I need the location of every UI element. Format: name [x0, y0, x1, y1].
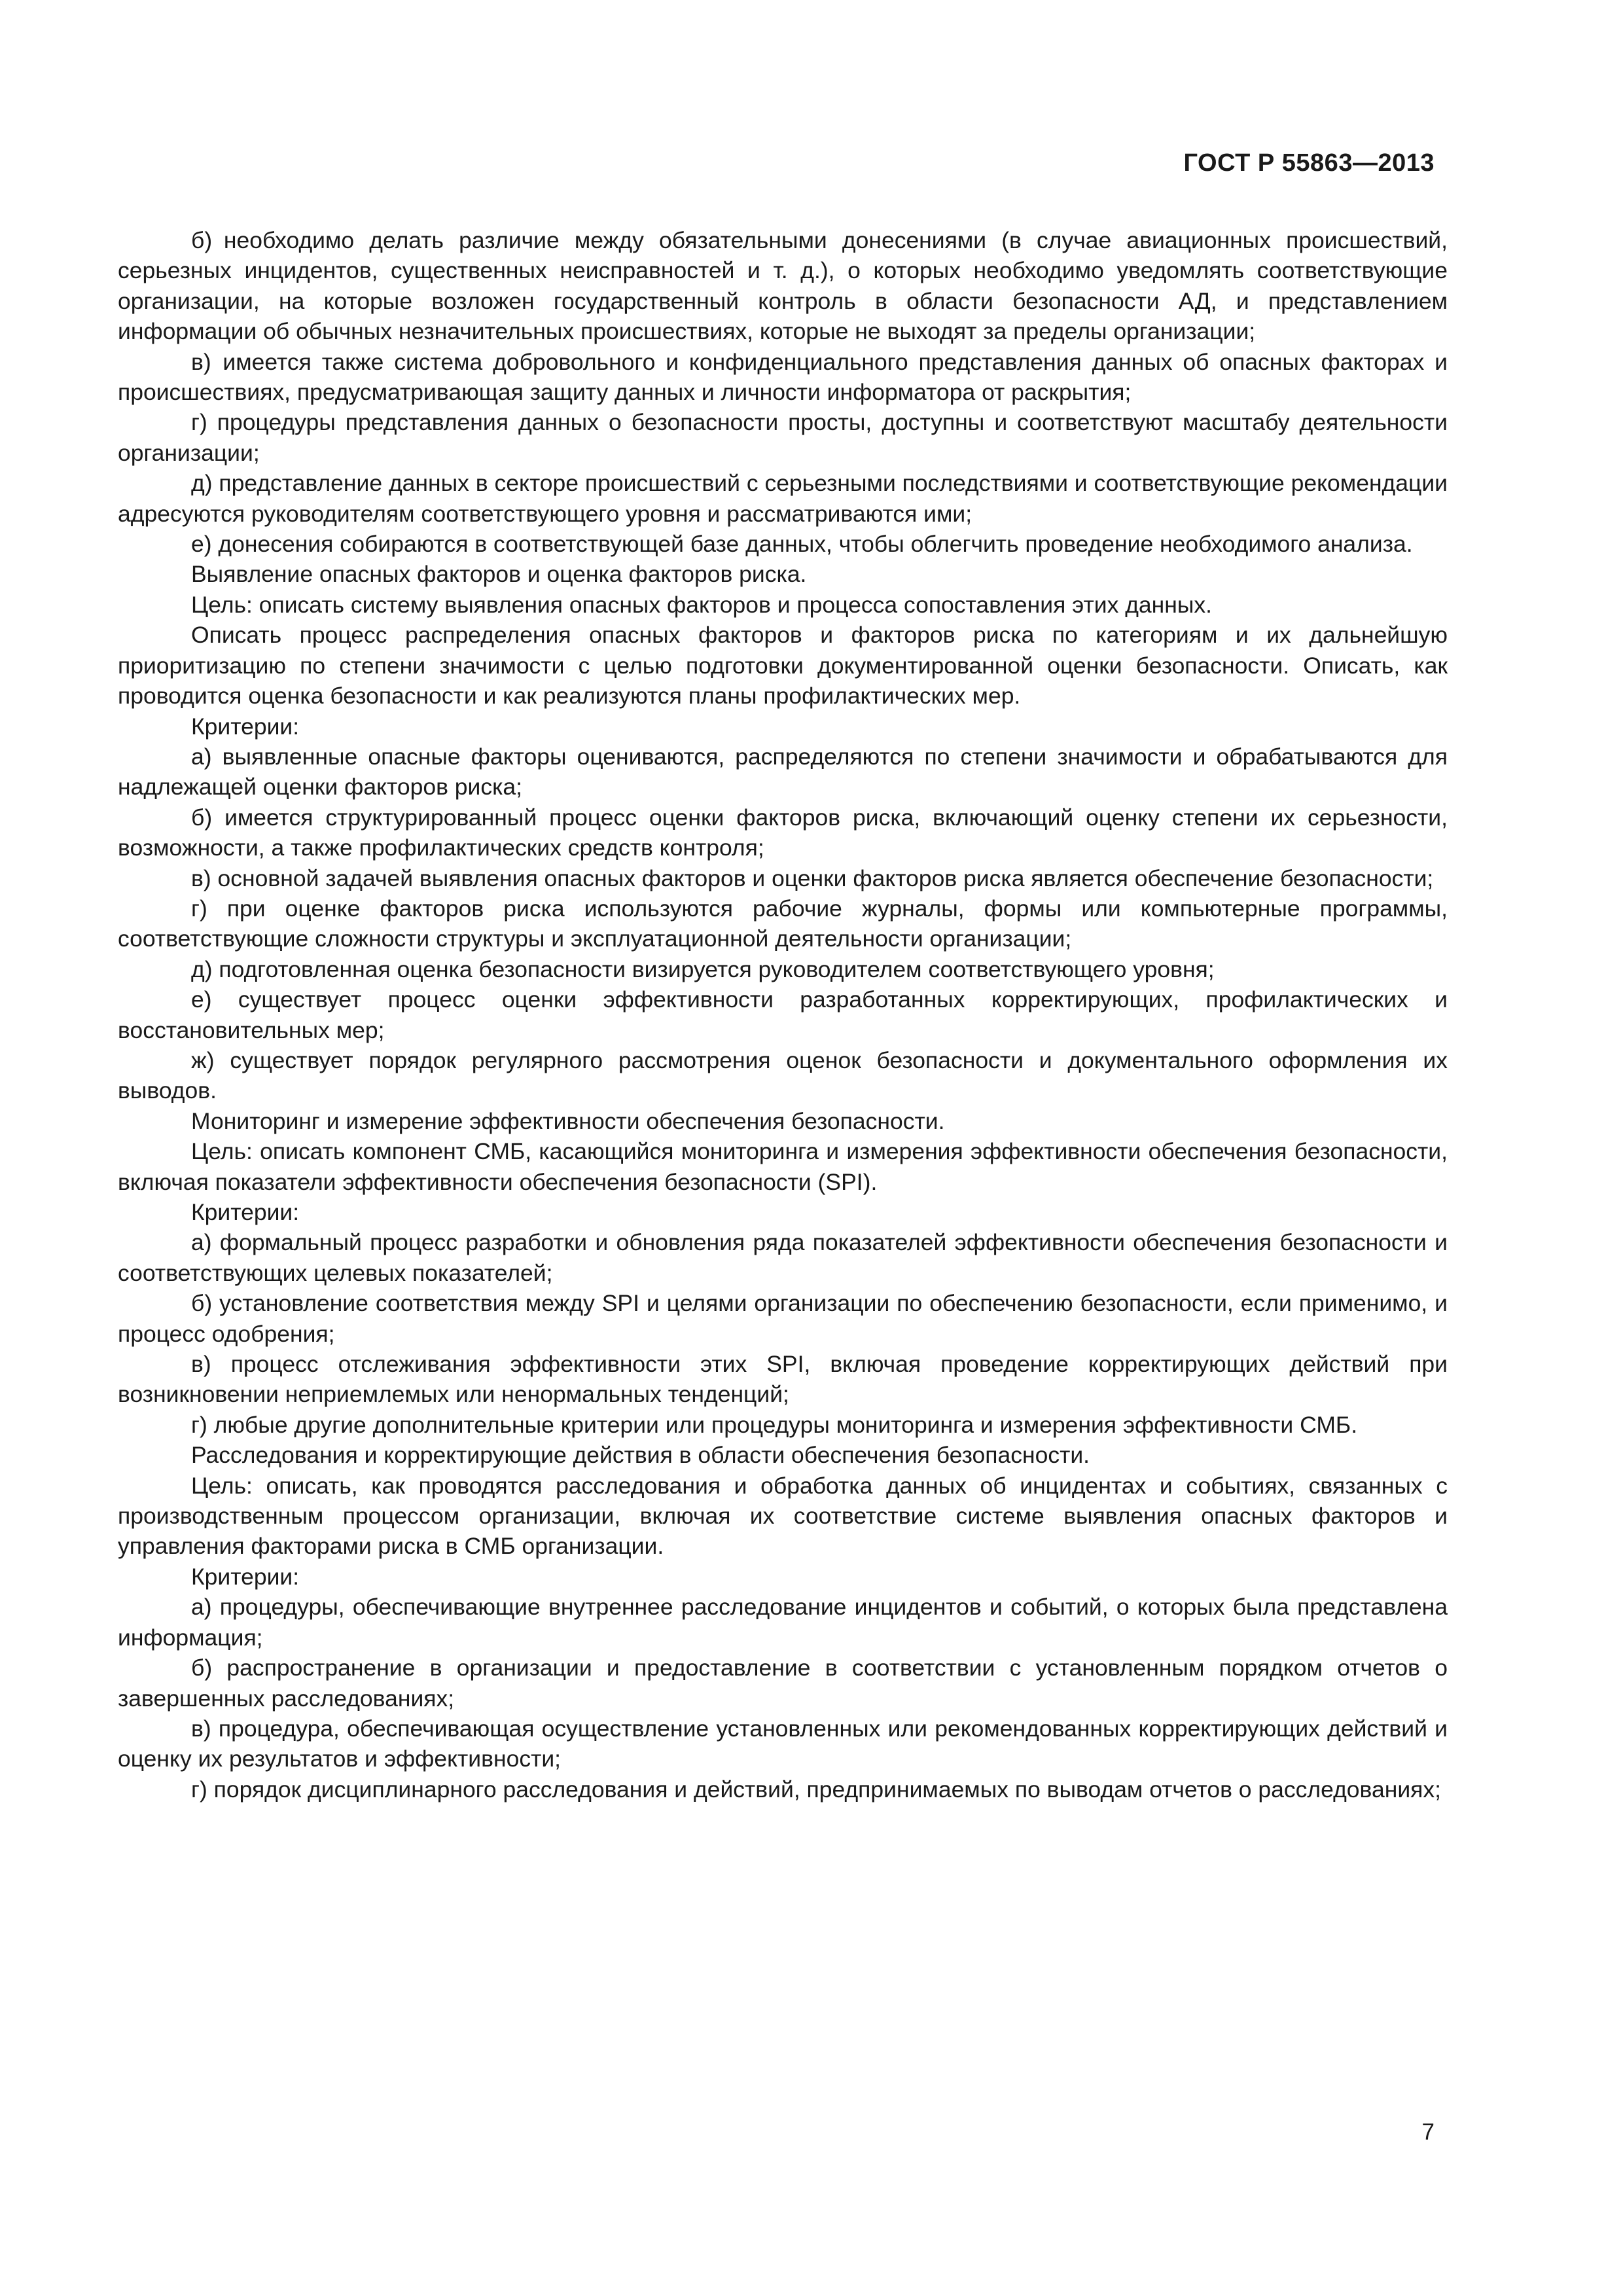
- paragraph: в) имеется также система добровольного и конфиденциального представления данных об опасных факторах и происшествиях, предусматривающая защиту данных и личности информатора от раскрытия;: [118, 348, 1448, 406]
- body-text: [118, 225, 1448, 1804]
- paragraph: а) формальный процесс разработки и обновления ряда показателей эффективности обеспечения безопасности и соответствующих целевых показателей;: [118, 1229, 1448, 1286]
- paragraph: а) процедуры, обеспечивающие внутреннее расследование инцидентов и событий, о которых была представлена информация;: [118, 1594, 1448, 1651]
- paragraph: б) установление соответствия между SPI и целями организации по обеспечению безопасности, если применимо, и процесс одобрения;: [118, 1290, 1448, 1347]
- paragraph: Цель: описать, как проводятся расследования и обработка данных об инцидентах и событиях, связанных с производственным процессом организации, включая их соответствие системе выявления опасных факторов и управления факторами риска в СМБ организации.: [118, 1472, 1448, 1560]
- paragraph: е) существует процесс оценки эффективности разработанных корректирующих, профилактических и восстановительных мер;: [118, 986, 1448, 1043]
- criteria-label: Критерии:: [191, 713, 300, 740]
- paragraph: в) процесс отслеживания эффективности этих SPI, включая проведение корректирующих действий при возникновении неприемлемых или ненормальных тенденций;: [118, 1351, 1448, 1408]
- paragraph: Цель: описать систему выявления опасных факторов и процесса сопоставления этих данных.: [191, 591, 1213, 618]
- paragraph: б) необходимо делать различие между обязательными донесениями (в случае авиационных происшествий, серьезных инцидентов, существенных неисправностей и т. д.), о которых необходимо уведомлять соответствующие организации, на которые возложен государственный контроль в области безопасности АД, и представлением информации об обычных незначительных происшествиях, которые не выходят за пределы организации;: [118, 227, 1448, 345]
- page-number: 7: [1421, 2119, 1435, 2145]
- paragraph: г) порядок дисциплинарного расследования и действий, предпринимаемых по выводам отчетов о расследованиях;: [191, 1776, 1442, 1803]
- paragraph: г) любые другие дополнительные критерии или процедуры мониторинга и измерения эффективности СМБ.: [191, 1411, 1358, 1438]
- paragraph: а) выявленные опасные факторы оцениваются, распределяются по степени значимости и обрабатываются для надлежащей оценки факторов риска;: [118, 743, 1448, 800]
- standard-code: ГОСТ Р 55863—2013: [1183, 149, 1435, 177]
- paragraph: д) представление данных в секторе происшествий с серьезными последствиями и соответствующие рекомендации адресуются руководителям соответствующего уровня и рассматриваются ими;: [118, 470, 1448, 527]
- paragraph: в) процедура, обеспечивающая осуществление установленных или рекомендованных корректирующих действий и оценку их результатов и эффективности;: [118, 1715, 1448, 1772]
- paragraph: б) имеется структурированный процесс оценки факторов риска, включающий оценку степени их серьезности, возможности, а также профилактических средств контроля;: [118, 804, 1448, 861]
- section-heading: Мониторинг и измерение эффективности обеспечения безопасности.: [191, 1107, 945, 1134]
- paragraph: Цель: описать компонент СМБ, касающийся мониторинга и измерения эффективности обеспечения безопасности, включая показатели эффективности обеспечения безопасности (SPI).: [118, 1138, 1448, 1195]
- criteria-label: Критерии:: [191, 1563, 300, 1590]
- paragraph: г) процедуры представления данных о безопасности просты, доступны и соответствуют масштабу деятельности организации;: [118, 409, 1448, 466]
- paragraph: Описать процесс распределения опасных факторов и факторов риска по категориям и их дальнейшую приоритизацию по степени значимости с целью подготовки документированной оценки безопасности. Описать, как проводится оценка безопасности и как реализуются планы профилактических мер.: [118, 622, 1448, 709]
- paragraph: ж) существует порядок регулярного рассмотрения оценок безопасности и документального оформления их выводов.: [118, 1047, 1448, 1104]
- paragraph: д) подготовленная оценка безопасности визируется руководителем соответствующего уровня;: [191, 956, 1215, 982]
- criteria-label: Критерии:: [191, 1199, 300, 1225]
- paragraph: в) основной задачей выявления опасных факторов и оценки факторов риска является обеспечение безопасности;: [191, 865, 1434, 891]
- paragraph: е) донесения собираются в соответствующей базе данных, чтобы облегчить проведение необходимого анализа.: [191, 531, 1413, 558]
- paragraph: б) распространение в организации и предоставление в соответствии с установленным порядком отчетов о завершенных расследованиях;: [118, 1655, 1448, 1712]
- section-heading: Расследования и корректирующие действия в области обеспечения безопасности.: [191, 1442, 1090, 1469]
- paragraph: г) при оценке факторов риска используются рабочие журналы, формы или компьютерные программы, соответствующие сложности структуры и эксплуатационной деятельности организации;: [118, 895, 1448, 952]
- section-heading: Выявление опасных факторов и оценка факторов риска.: [191, 561, 807, 588]
